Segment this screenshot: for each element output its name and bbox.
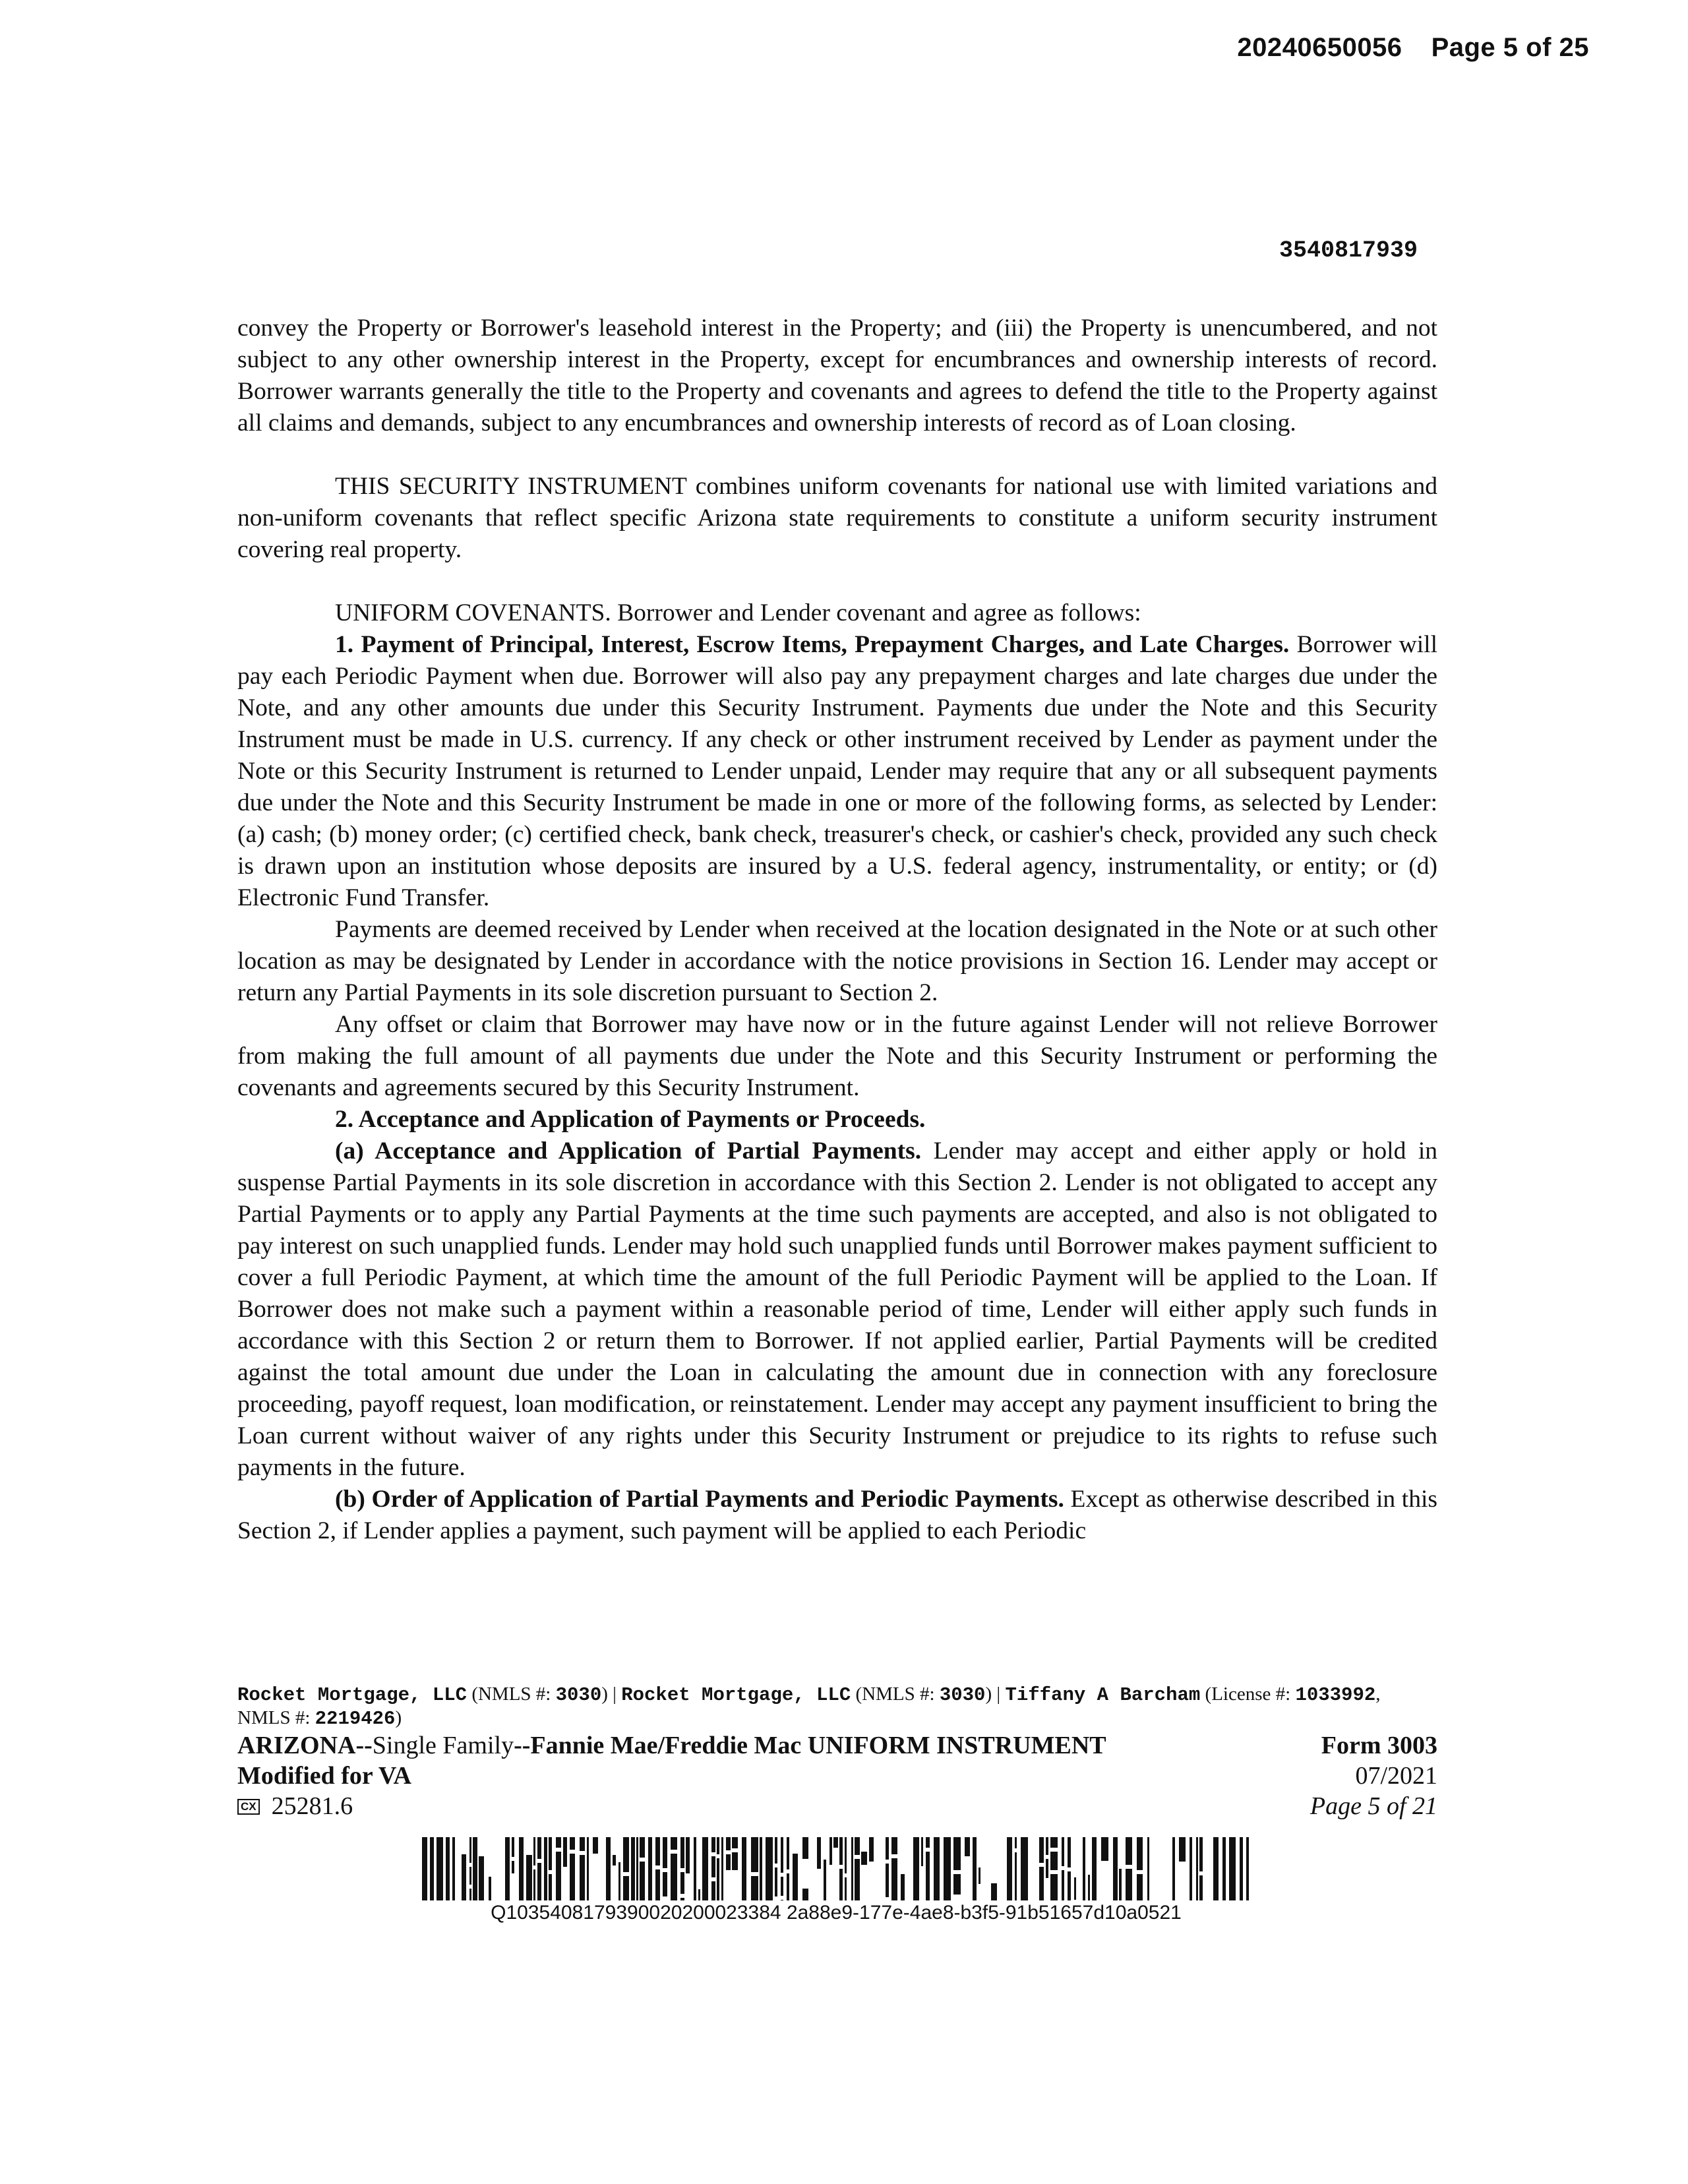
form-number: Form 3003 (1321, 1732, 1437, 1759)
section-2b (237, 1484, 1437, 1547)
form-date: 07/2021 (1355, 1762, 1437, 1790)
section-1-heading: 1. Payment of Principal, Interest, Escrow Items, Prepayment Charges, and Late Charges. (335, 631, 1290, 658)
paragraph-title-warranty: convey the Property or Borrower's leasehold interest in the Property; and (iii) the Property is unencumbered, and not subject to any other ownership interest in the Property, except for encumbrances and ownership interests of record. Borrower warrants generally the title to the Property and covenants and agrees to defend the title to the Property against all claims and demands, subject to any encumbrances and ownership interests of record as of Loan closing. (237, 315, 1437, 437)
document-body (237, 313, 1437, 1547)
barcode-text: Q1035408179390020200023384 2a88e9-177e-4ae8-b3f5-91b51657d10a0521 (491, 1902, 1182, 1924)
page-of-total: Page 5 of 25 (1431, 33, 1589, 62)
footer-row-2 (237, 1761, 1437, 1791)
section-2a-heading: (a) Acceptance and Application of Partial Payments. (335, 1138, 922, 1165)
lender-name: Rocket Mortgage, LLC (237, 1684, 467, 1706)
paragraph-uniform-covenants: UNIFORM COVENANTS. Borrower and Lender covenant and agree as follows: (335, 599, 1141, 626)
paragraph-payments-received: Payments are deemed received by Lender when received at the location designated in the Note or at such other location as may be designated by Lender in accordance with the notice provisions in Section 16. Lender may accept or return any Partial Payments in its sole discretion pursuant to Section 2. (237, 916, 1437, 1006)
section-1 (237, 629, 1437, 914)
section-2b-text: Except as otherwise described in this Section 2, if Lender applies a payment, such payment will be applied to each Periodic (237, 1486, 1437, 1544)
section-2 (237, 1104, 1437, 1136)
cx-logo-icon: CX (237, 1799, 260, 1815)
footer-row-1 (237, 1730, 1437, 1761)
form-page-number: Page 5 of 21 (1310, 1792, 1437, 1820)
form-description: ARIZONA--Single Family--Fannie Mae/Freddie Mac UNIFORM INSTRUMENT (237, 1732, 1106, 1759)
section-2a (237, 1136, 1437, 1484)
loan-number: 3540817939 (1279, 237, 1418, 264)
paragraph-offset-claim: Any offset or claim that Borrower may have now or in the future against Lender will not relieve Borrower from making the full amount of all payments due under the Note and this Security Instrument or performing the covenants and agreements secured by this Security Instrument. (237, 1011, 1437, 1101)
doc-code: CX 25281.6 (237, 1791, 353, 1821)
footer-row-3 (237, 1791, 1437, 1821)
modified-for-va: Modified for VA (237, 1762, 411, 1790)
lender-info: Rocket Mortgage, LLC (NMLS #: 3030) | Rocket Mortgage, LLC (NMLS #: 3030) | Tiffany A Barcham (License #: 1033992, NMLS #: 2219426) (237, 1684, 1381, 1730)
section-1-text: Borrower will pay each Periodic Payment when due. Borrower will also pay any prepayment charges and late charges due under the Note, and any other amounts due under this Security Instrument. Payments due under the Note and this Security Instrument must be made in U.S. currency. If any check or other instrument received by Lender as payment under the Note or this Security Instrument is returned to Lender unpaid, Lender may require that any or all subsequent payments due under the Note and this Security Instrument be made in one or more of the following forms, as selected by Lender: (a) cash; (b) money order; (c) certified check, bank check, treasurer's check, or cashier's check, provided any such check is drawn upon an institution whose deposits are insured by a U.S. federal agency, instrumentality, or entity; or (d) Electronic Fund Transfer. (237, 631, 1437, 911)
recording-number: 20240650056 (1237, 33, 1402, 62)
recording-header (1237, 33, 1589, 63)
section-2b-heading: (b) Order of Application of Partial Payments and Periodic Payments. (335, 1486, 1064, 1513)
loan-officer-name: Tiffany A Barcham (1005, 1684, 1201, 1706)
section-2a-text: Lender may accept and either apply or hold in suspense Partial Payments in its sole discretion in accordance with this Section 2. Lender is not obligated to accept any Partial Payments or to apply any Partial Payments at the time such payments are accepted, and also is not obligated to pay interest on such unapplied funds. Lender may hold such unapplied funds until Borrower makes payment sufficient to cover a full Periodic Payment, at which time the amount of the full Periodic Payment will be applied to the Loan. If Borrower does not make such a payment within a reasonable period of time, Lender will either apply such funds in accordance with this Section 2 or return them to Borrower. If not applied earlier, Partial Payments will be credited against the total amount due under the Loan in calculating the amount due in connection with any foreclosure proceeding, payoff request, loan modification, or reinstatement. Lender may accept any payment insufficient to bring the Loan current without waiver of any rights under this Security Instrument or prejudice to its rights to refuse such payments in the future. (237, 1138, 1437, 1481)
barcode-icon (422, 1837, 1250, 1900)
section-2-heading: 2. Acceptance and Application of Payments or Proceeds. (335, 1106, 926, 1133)
lender-name: Rocket Mortgage, LLC (621, 1684, 851, 1706)
form-footer (237, 1683, 1437, 1821)
paragraph-security-instrument: THIS SECURITY INSTRUMENT combines uniform covenants for national use with limited variations and non-uniform covenants that reflect specific Arizona state requirements to constitute a uniform security instrument covering real property. (237, 473, 1437, 563)
